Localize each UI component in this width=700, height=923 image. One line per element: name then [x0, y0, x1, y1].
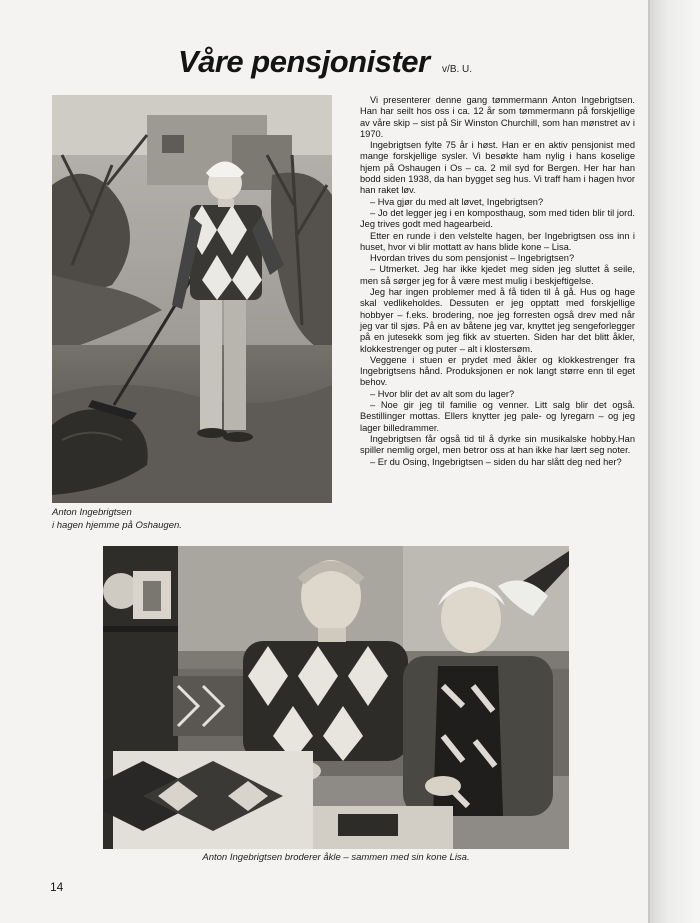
article-paragraph: Ingebrigtsen får også tid til å dyrke sin musikalske hobby.Han spiller nemlig orgel, men betror oss at han ikke har lært seg noter.	[360, 433, 635, 456]
couple-photo	[103, 546, 569, 849]
article-paragraph: – Hvor blir det av alt som du lager?	[370, 388, 515, 399]
caption-line: i hagen hjemme på Oshaugen.	[52, 519, 182, 531]
garden-photo-caption	[52, 507, 312, 532]
page-number: 14	[50, 880, 64, 894]
garden-photo	[52, 95, 332, 503]
article-paragraph: Hvordan trives du som pensjonist – Ingebrigtsen?	[370, 253, 575, 264]
article-paragraph: Jeg har ingen problemer med å få tiden til å gå. Hus og hage skal vedlikeholdes. Dessuten er jeg opptatt med forskjellige hobbyer – f.eks. brodering, noe jeg forresten også drev med når jeg var til sjøs. På en av båtene jeg var, knyttet jeg sengeforlegger på en jutesekk som jeg fikk av stuerten. Siden har det blitt åkler, klokkestrenger og puter – alt i klostersøm.	[360, 287, 635, 354]
title-block	[0, 44, 650, 80]
article-paragraph: Ingebrigtsen fylte 75 år i høst. Han er en aktiv pensjonist med mange forskjellige sysler. Vi besøkte ham nylig i hans koselige hjem på Oshaugen i Os – ca. 2 mil syd for Bergen. Her har han bodd siden 1938, da han bygget seg hus. Vi traff ham i hagen hvor han raket løv.	[360, 140, 635, 196]
article-paragraph: – Hva gjør du med alt løvet, Ingebrigtsen?	[370, 196, 544, 207]
caption-line: Anton Ingebrigtsen	[52, 507, 132, 518]
article-paragraph: Vi presenterer denne gang tømmermann Anton Ingebrigtsen. Han har seilt hos oss i ca. 12 år som tømmermann på forskjellige av våre skip – sist på Sir Winston Churchill, som han mønstret av i 1970.	[360, 95, 635, 139]
article-paragraph: – Utmerket. Jeg har ikke kjedet meg siden jeg sluttet å seile, men så sørger jeg for å være mest mulig i beskjeftigelse.	[360, 264, 635, 286]
article-paragraph: Etter en runde i den velstelte hagen, ber Ingebrigtsen oss inn i huset, hvor vi blir mottatt av hans blide kone – Lisa.	[360, 230, 635, 252]
article-paragraph: Veggene i stuen er prydet med åkler og klokkestrenger fra Ingebrigtsens hånd. Produksjonen er nok langt større enn til eget behov.	[360, 354, 635, 388]
article-body	[360, 95, 635, 468]
article-paragraph: – Jo det legger jeg i en komposthaug, som med tiden blir til jord. Jeg trives godt med hagearbeid.	[360, 207, 635, 230]
article-paragraph: – Noe gir jeg til familie og venner. Litt salg blir det også. Bestillinger mottas. Ellers knytter jeg pale- og lyregarn – og jeg lager billedrammer.	[360, 400, 635, 433]
author-byline: v/B. U.	[442, 64, 473, 75]
page-title: Våre pensjonister	[177, 44, 430, 79]
page-edge	[650, 0, 700, 923]
article-paragraph: – Er du Osing, Ingebrigtsen – siden du har slått deg ned her?	[370, 456, 622, 467]
couple-photo-caption: Anton Ingebrigtsen broderer åkle – sammen med sin kone Lisa.	[202, 852, 470, 863]
